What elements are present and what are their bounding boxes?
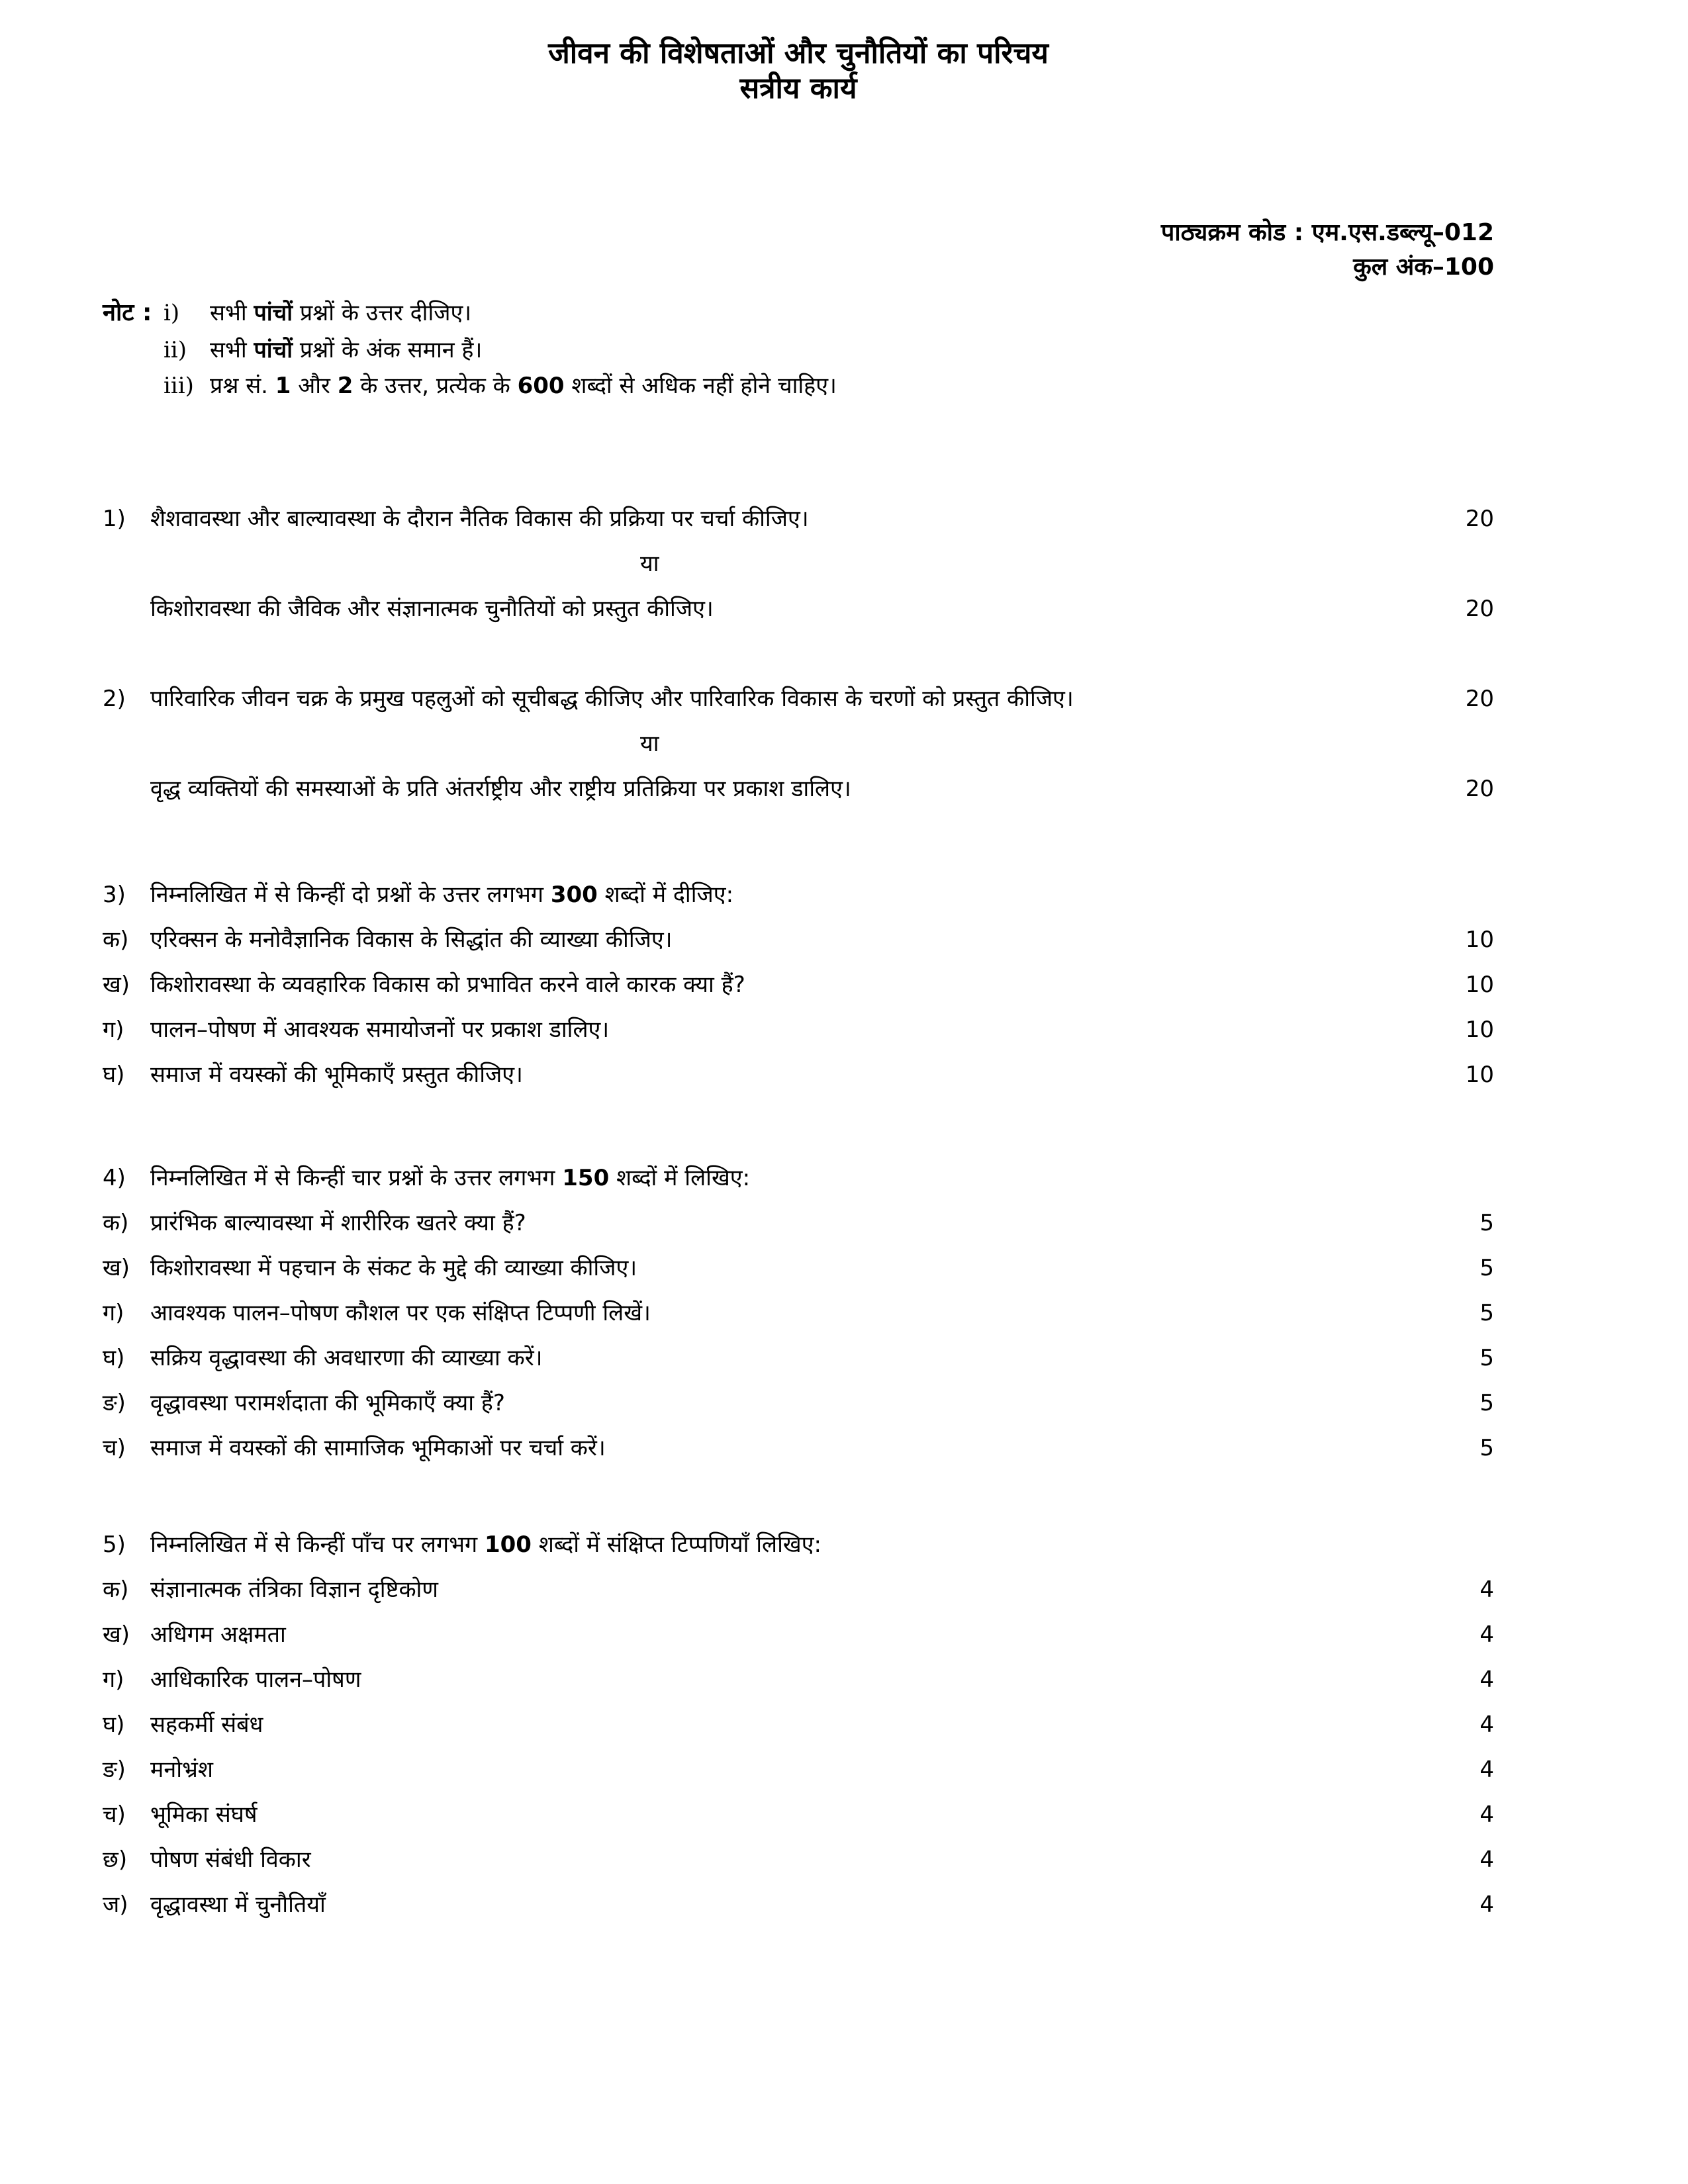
page-title: जीवन की विशेषताओं और चुनौतियों का परिचय: [548, 36, 1049, 70]
question-marks: 4: [1479, 1711, 1494, 1739]
question-1-main: [103, 496, 1494, 541]
note-text: सभी पांचों प्रश्नों के अंक समान हैं।: [210, 336, 483, 363]
subquestion-text: पोषण संबंधी विकार: [150, 1846, 311, 1874]
course-info: [103, 216, 1494, 285]
question-marks: 4: [1479, 1666, 1494, 1694]
question-5-stem: [103, 1522, 1494, 1567]
question-marks: 20: [1465, 506, 1494, 533]
question-2: [103, 676, 1494, 811]
note-text: सभी पांचों प्रश्नों के उत्तर दीजिए।: [210, 299, 472, 326]
question-1-alt: [103, 586, 1494, 631]
note-item-iii: [103, 368, 1494, 404]
question-2-alt: [103, 766, 1494, 811]
question-4-item-e: [103, 1381, 1494, 1426]
question-5-item-d: [103, 1702, 1494, 1747]
question-marks: 5: [1479, 1255, 1494, 1282]
question-text: वृद्ध व्यक्तियों की समस्याओं के प्रति अंतर्राष्ट्रीय और राष्ट्रीय प्रतिक्रिया पर प्रकाश डालिए।: [150, 776, 851, 803]
question-marks: 10: [1465, 1062, 1494, 1089]
subquestion-text: एरिक्सन के मनोवैज्ञानिक विकास के सिद्धांत की व्याख्या कीजिए।: [150, 927, 673, 954]
question-4-item-f: [103, 1426, 1494, 1471]
question-number: 1): [103, 506, 126, 533]
note-number: ii): [164, 336, 187, 363]
page-subtitle: सत्रीय कार्य: [739, 71, 857, 105]
question-4-stem: [103, 1156, 1494, 1201]
subquestion-text: सहकर्मी संबंध: [150, 1711, 263, 1739]
subquestion-letter: घ): [103, 1345, 125, 1372]
question-marks: 4: [1479, 1891, 1494, 1919]
question-3: [103, 872, 1494, 1097]
question-marks: 10: [1465, 927, 1494, 954]
subquestion-text: मनोभ्रंश: [150, 1756, 214, 1784]
question-3-item-c: [103, 1007, 1494, 1052]
question-5-item-h: [103, 1882, 1494, 1927]
question-marks: 5: [1479, 1210, 1494, 1237]
subquestion-letter: घ): [103, 1711, 125, 1739]
question-number: 5): [103, 1531, 126, 1559]
subquestion-text: समाज में वयस्कों की सामाजिक भूमिकाओं पर चर्चा करें।: [150, 1435, 606, 1462]
question-5-item-b: [103, 1612, 1494, 1657]
question-5-item-g: [103, 1837, 1494, 1882]
subquestion-text: अधिगम अक्षमता: [150, 1621, 286, 1649]
question-marks: 20: [1465, 596, 1494, 623]
question-text: निम्नलिखित में से किन्हीं चार प्रश्नों के उत्तर लगभग 150 शब्दों में लिखिए:: [150, 1165, 751, 1192]
question-5: [103, 1522, 1494, 1927]
question-number: 3): [103, 882, 126, 909]
question-text: निम्नलिखित में से किन्हीं दो प्रश्नों के उत्तर लगभग 300 शब्दों में दीजिए:: [150, 882, 734, 909]
question-number: 4): [103, 1165, 126, 1192]
subquestion-text: समाज में वयस्कों की भूमिकाएँ प्रस्तुत कीजिए।: [150, 1062, 523, 1089]
question-marks: 20: [1465, 776, 1494, 803]
subquestion-letter: ख): [103, 1621, 130, 1649]
subquestion-letter: ख): [103, 1255, 130, 1282]
question-text: निम्नलिखित में से किन्हीं पाँच पर लगभग 100 शब्दों में संक्षिप्त टिप्पणियाँ लिखिए:: [150, 1531, 821, 1559]
subquestion-letter: ग): [103, 1300, 124, 1327]
question-marks: 5: [1479, 1435, 1494, 1462]
question-text: पारिवारिक जीवन चक्र के प्रमुख पहलुओं को सूचीबद्ध कीजिए और पारिवारिक विकास के चरणों को प्रस्तुत कीजिए।: [150, 686, 1074, 713]
question-5-item-f: [103, 1792, 1494, 1837]
subquestion-text: आवश्यक पालन–पोषण कौशल पर एक संक्षिप्त टिप्पणी लिखें।: [150, 1300, 651, 1327]
subquestion-letter: ग): [103, 1666, 124, 1694]
or-separator: या: [640, 551, 659, 578]
question-text: किशोरावस्था की जैविक और संज्ञानात्मक चुनौतियों को प्रस्तुत कीजिए।: [150, 596, 714, 623]
subquestion-letter: च): [103, 1435, 126, 1462]
question-number: 2): [103, 686, 126, 713]
note-text: प्रश्न सं. 1 और 2 के उत्तर, प्रत्येक के 600 शब्दों से अधिक नहीं होने चाहिए।: [210, 372, 837, 399]
question-3-item-a: [103, 917, 1494, 962]
subquestion-text: संज्ञानात्मक तंत्रिका विज्ञान दृष्टिकोण: [150, 1576, 438, 1604]
note-number: iii): [164, 372, 194, 399]
subquestion-text: किशोरावस्था के व्यवहारिक विकास को प्रभावित करने वाले कारक क्या हैं?: [150, 972, 745, 999]
subquestion-text: वृद्धावस्था परामर्शदाता की भूमिकाएँ क्या हैं?: [150, 1390, 505, 1417]
subquestion-text: प्रारंभिक बाल्यावस्था में शारीरिक खतरे क्या हैं?: [150, 1210, 526, 1237]
subquestion-letter: क): [103, 927, 129, 954]
question-3-item-b: [103, 962, 1494, 1007]
subquestion-letter: च): [103, 1801, 126, 1829]
note-number: i): [164, 299, 180, 326]
question-marks: 5: [1479, 1300, 1494, 1327]
note-item-i: [103, 294, 1494, 332]
question-5-item-c: [103, 1657, 1494, 1702]
question-marks: 4: [1479, 1801, 1494, 1829]
total-marks: कुल अंक–100: [1353, 253, 1494, 281]
question-4-item-a: [103, 1201, 1494, 1246]
subquestion-letter: क): [103, 1576, 129, 1604]
document-header: [103, 36, 1494, 107]
question-text: शैशवावस्था और बाल्यावस्था के दौरान नैतिक विकास की प्रक्रिया पर चर्चा कीजिए।: [150, 506, 809, 533]
note-item-ii: [103, 332, 1494, 368]
question-4: [103, 1156, 1494, 1471]
subquestion-letter: ग): [103, 1017, 124, 1044]
question-2-main: [103, 676, 1494, 721]
or-separator: या: [640, 731, 659, 758]
question-4-item-b: [103, 1246, 1494, 1291]
subquestion-letter: ङ): [103, 1390, 126, 1417]
subquestion-text: वृद्धावस्था में चुनौतियाँ: [150, 1891, 326, 1919]
question-marks: 5: [1479, 1390, 1494, 1417]
subquestion-text: किशोरावस्था में पहचान के संकट के मुद्दे की व्याख्या कीजिए।: [150, 1255, 637, 1282]
question-3-stem: [103, 872, 1494, 917]
question-marks: 10: [1465, 972, 1494, 999]
subquestion-letter: ख): [103, 972, 130, 999]
question-marks: 4: [1479, 1756, 1494, 1784]
question-marks: 5: [1479, 1345, 1494, 1372]
question-4-item-d: [103, 1336, 1494, 1381]
course-code: पाठ्यक्रम कोड : एम.एस.डब्ल्यू–012: [1160, 218, 1494, 246]
subquestion-text: पालन–पोषण में आवश्यक समायोजनों पर प्रकाश डालिए।: [150, 1017, 610, 1044]
subquestion-letter: ज): [103, 1891, 128, 1919]
question-marks: 4: [1479, 1846, 1494, 1874]
subquestion-text: भूमिका संघर्ष: [150, 1801, 258, 1829]
question-5-item-a: [103, 1567, 1494, 1612]
question-marks: 4: [1479, 1576, 1494, 1604]
subquestion-text: सक्रिय वृद्धावस्था की अवधारणा की व्याख्या करें।: [150, 1345, 543, 1372]
subquestion-text: आधिकारिक पालन–पोषण: [150, 1666, 361, 1694]
question-marks: 4: [1479, 1621, 1494, 1649]
subquestion-letter: घ): [103, 1062, 125, 1089]
question-4-item-c: [103, 1291, 1494, 1336]
question-marks: 20: [1465, 686, 1494, 713]
question-1: [103, 496, 1494, 631]
note-label: नोट :: [103, 298, 152, 326]
note-block: [103, 294, 1494, 404]
subquestion-letter: क): [103, 1210, 129, 1237]
subquestion-letter: छ): [103, 1846, 128, 1874]
question-3-item-d: [103, 1052, 1494, 1097]
question-marks: 10: [1465, 1017, 1494, 1044]
subquestion-letter: ङ): [103, 1756, 126, 1784]
question-5-item-e: [103, 1747, 1494, 1792]
